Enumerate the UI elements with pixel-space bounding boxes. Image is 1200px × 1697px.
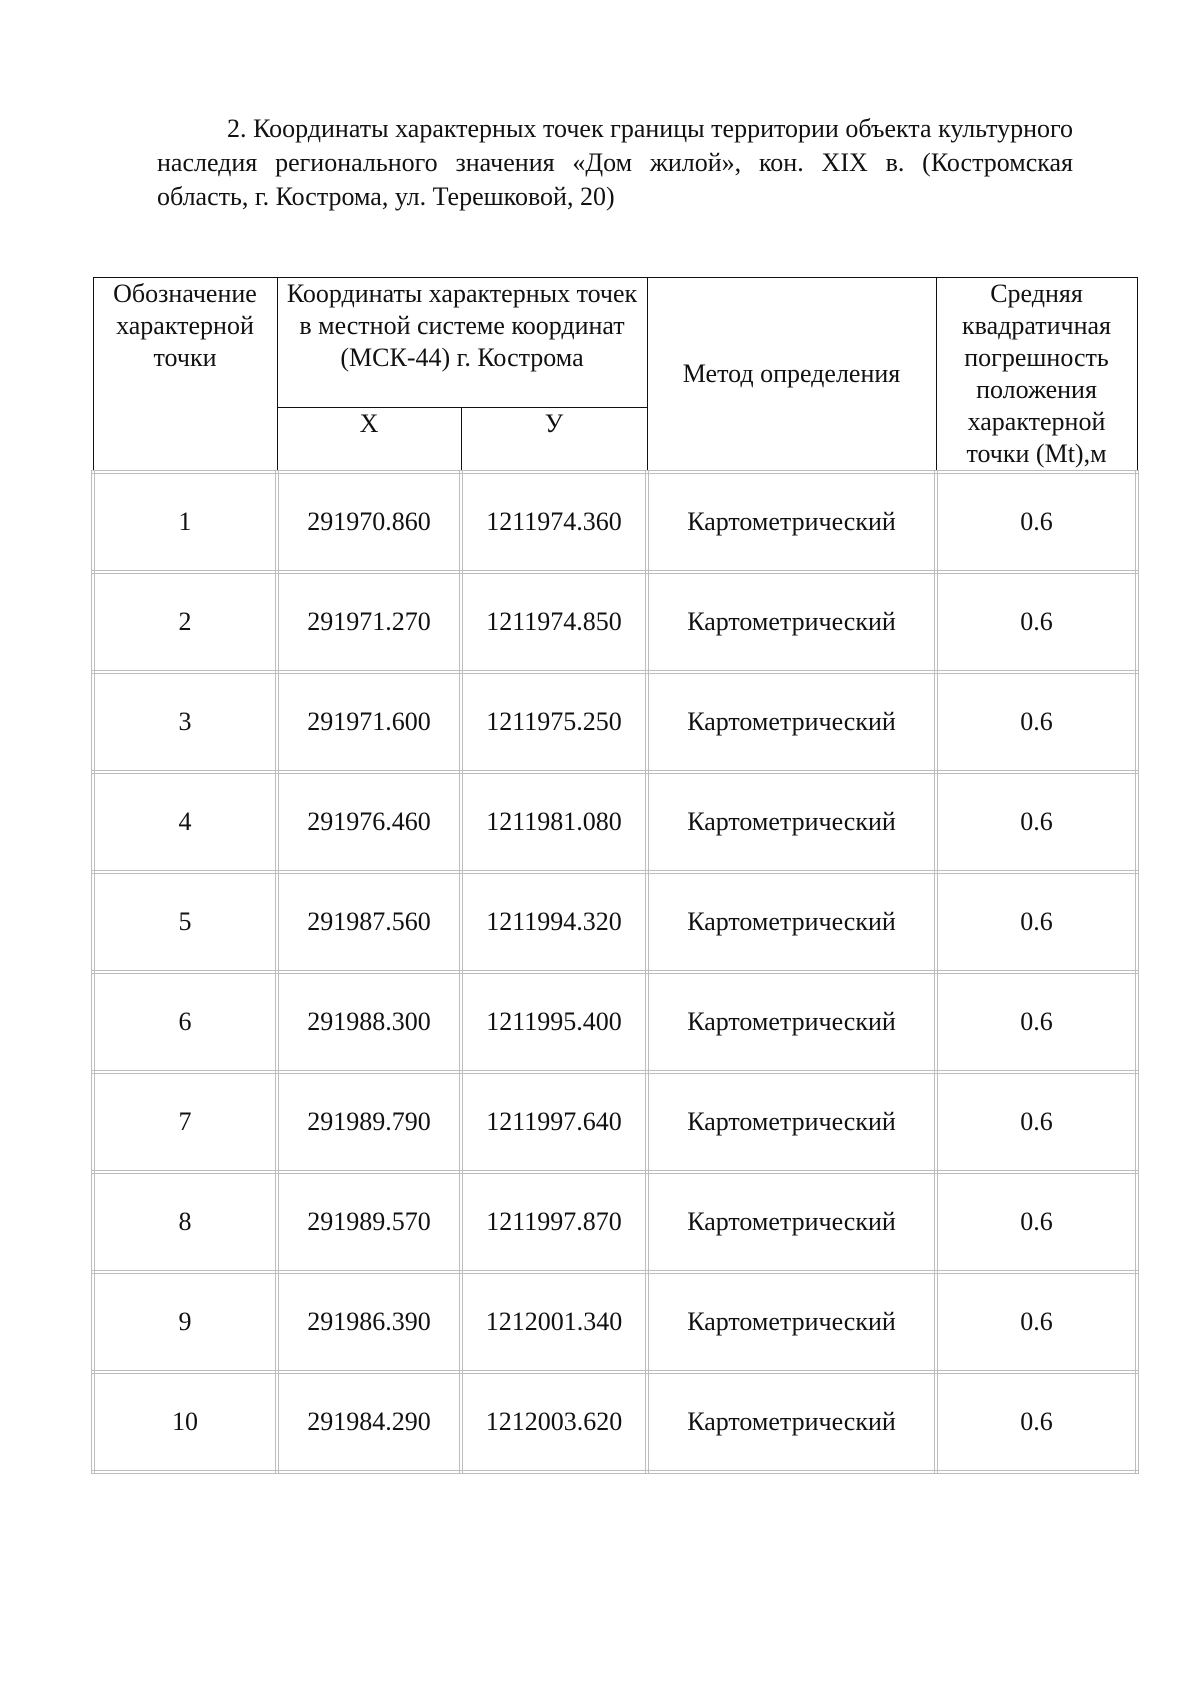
cell-method: Картометрический xyxy=(647,1372,936,1472)
cell-y: 1211975.250 xyxy=(461,672,647,772)
cell-error: 0.6 xyxy=(936,1372,1137,1472)
cell-method: Картометрический xyxy=(647,472,936,572)
cell-x: 291989.570 xyxy=(277,1172,461,1272)
cell-method: Картометрический xyxy=(647,1172,936,1272)
cell-point: 8 xyxy=(93,1172,277,1272)
table-row xyxy=(93,1372,1137,1472)
cell-point: 4 xyxy=(93,772,277,872)
cell-y: 1211974.850 xyxy=(461,572,647,672)
cell-point: 5 xyxy=(93,872,277,972)
cell-x: 291988.300 xyxy=(277,972,461,1072)
cell-method: Картометрический xyxy=(647,572,936,672)
cell-point: 7 xyxy=(93,1072,277,1172)
cell-point: 10 xyxy=(93,1372,277,1472)
cell-y: 1211995.400 xyxy=(461,972,647,1072)
cell-x: 291970.860 xyxy=(277,472,461,572)
cell-y: 1212003.620 xyxy=(461,1372,647,1472)
cell-error: 0.6 xyxy=(936,772,1137,872)
cell-x: 291971.270 xyxy=(277,572,461,672)
header-x: Х xyxy=(277,408,461,473)
cell-x: 291976.460 xyxy=(277,772,461,872)
table-header xyxy=(93,278,1137,473)
cell-x: 291987.560 xyxy=(277,872,461,972)
header-method: Метод определения xyxy=(647,278,936,473)
cell-y: 1211997.870 xyxy=(461,1172,647,1272)
cell-error: 0.6 xyxy=(936,1172,1137,1272)
cell-error: 0.6 xyxy=(936,972,1137,1072)
header-coords: Координаты характерных точек в местной системе координат (МСК-44) г. Кострома xyxy=(277,278,647,408)
cell-x: 291989.790 xyxy=(277,1072,461,1172)
table-row xyxy=(93,472,1137,572)
cell-method: Картометрический xyxy=(647,672,936,772)
table-row xyxy=(93,872,1137,972)
cell-error: 0.6 xyxy=(936,1072,1137,1172)
cell-x: 291984.290 xyxy=(277,1372,461,1472)
document-heading xyxy=(157,112,1073,214)
table-row xyxy=(93,1272,1137,1372)
cell-error: 0.6 xyxy=(936,1272,1137,1372)
cell-point: 9 xyxy=(93,1272,277,1372)
table-row xyxy=(93,972,1137,1072)
cell-method: Картометрический xyxy=(647,772,936,872)
table-row xyxy=(93,1172,1137,1272)
cell-point: 6 xyxy=(93,972,277,1072)
cell-point: 3 xyxy=(93,672,277,772)
cell-method: Картометрический xyxy=(647,1272,936,1372)
cell-method: Картометрический xyxy=(647,972,936,1072)
header-y: У xyxy=(461,408,647,473)
cell-error: 0.6 xyxy=(936,572,1137,672)
cell-point: 2 xyxy=(93,572,277,672)
cell-error: 0.6 xyxy=(936,872,1137,972)
cell-y: 1211981.080 xyxy=(461,772,647,872)
cell-x: 291986.390 xyxy=(277,1272,461,1372)
table-body xyxy=(93,472,1137,1472)
cell-method: Картометрический xyxy=(647,1072,936,1172)
cell-error: 0.6 xyxy=(936,672,1137,772)
heading-text: 2. Координаты характерных точек границы территории объекта культурного наследия регионального значения «Дом жилой», кон. XIX в. (Костромская область, г. Кострома, ул. Терешковой, 20) xyxy=(157,114,1073,211)
cell-x: 291971.600 xyxy=(277,672,461,772)
cell-y: 1211997.640 xyxy=(461,1072,647,1172)
cell-y: 1211994.320 xyxy=(461,872,647,972)
cell-method: Картометрический xyxy=(647,872,936,972)
cell-y: 1212001.340 xyxy=(461,1272,647,1372)
table-row xyxy=(93,772,1137,872)
cell-point: 1 xyxy=(93,472,277,572)
header-error: Средняя квадратичная погрешность положения характерной точки (Mt),м xyxy=(936,278,1137,473)
table-row xyxy=(93,572,1137,672)
cell-y: 1211974.360 xyxy=(461,472,647,572)
table-row xyxy=(93,1072,1137,1172)
coordinates-table xyxy=(91,277,1139,1474)
table-row xyxy=(93,672,1137,772)
cell-error: 0.6 xyxy=(936,472,1137,572)
header-point: Обозначение характерной точки xyxy=(93,278,277,473)
